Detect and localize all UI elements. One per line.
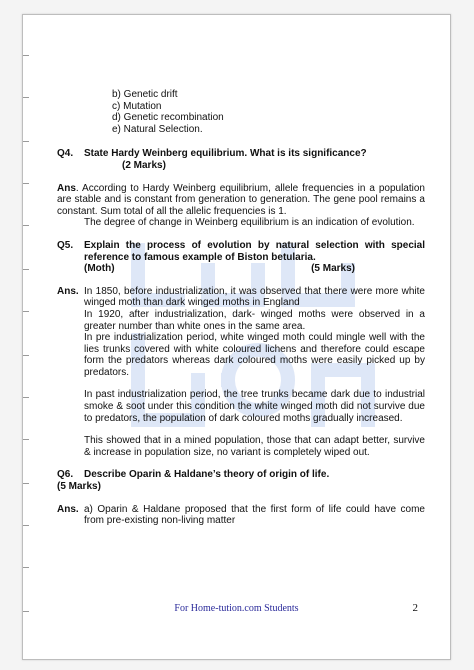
option-item: e) Natural Selection. — [112, 123, 203, 135]
question-subtext: (Moth) — [84, 263, 115, 275]
question-label: Q4. — [57, 148, 74, 160]
option-item: c) Mutation — [112, 100, 162, 112]
question-q4 — [57, 148, 425, 171]
question-label: Q5. — [57, 239, 74, 251]
question-text: Describe Oparin & Haldane’s theory of origin of life. — [84, 469, 330, 481]
option-item: b) Genetic drift — [112, 89, 178, 100]
answer-label: Ans. — [57, 503, 79, 515]
question-marks: (5 Marks) — [57, 481, 101, 493]
answer-paragraph: In 1920, after industrialization, dark- winged moths were observed in a greater number than white ones in the same area. — [84, 308, 425, 332]
answer-paragraph: The degree of change in Weinberg equilibrium is an indication of evolution. — [84, 217, 415, 229]
option-list — [112, 89, 425, 135]
document-page — [22, 14, 451, 660]
question-q5 — [57, 240, 425, 275]
question-label: Q6. — [57, 469, 74, 481]
answer-paragraph: In 1850, before industrialization, it was observed that there were more white winged moth than dark winged moths in England — [84, 285, 425, 309]
answer-q5 — [57, 286, 425, 459]
answer-paragraph: In pre industrialization period, white winged moth could mingle well with the lies trunks covered with white coloured lichens and therefore could escape form the predators whereas dark coloured moths were easily picked up by predators. — [84, 332, 425, 378]
footer-link[interactable]: For Home-tution.com Students — [174, 603, 299, 614]
document-content — [57, 89, 425, 527]
answer-q4 — [57, 183, 425, 229]
question-marks: (2 Marks) — [122, 159, 166, 171]
answer-label: Ans — [57, 182, 76, 194]
answer-paragraph: This showed that in a mined population, those that can adapt better, survive & increase in population size, no variant is completely wiped out. — [84, 435, 425, 458]
question-marks: (5 Marks) — [311, 263, 355, 275]
question-text: State Hardy Weinberg equilibrium. What is its significance? — [84, 148, 367, 160]
question-text: Explain the process of evolution by natural selection with special reference to famous example of Biston betularia. — [84, 239, 425, 263]
answer-paragraph: . According to Hardy Weinberg equilibrium, allele frequencies in a population are stable and is constant from generation to generation. The gene pool remains a constant. Sum total of all the allelic frequencies is 1. — [57, 182, 425, 217]
page-number: 2 — [412, 602, 418, 614]
answer-paragraph: a) Oparin & Haldane proposed that the first form of life could have come from pre-existing non-living matter — [84, 503, 425, 527]
answer-q6 — [57, 504, 425, 527]
question-q6 — [57, 469, 425, 481]
page-edge-ruler — [23, 15, 31, 659]
option-item: d) Genetic recombination — [112, 112, 224, 124]
answer-label: Ans. — [57, 285, 79, 297]
answer-paragraph: In past industrialization period, the tree trunks became dark due to industrial smoke & soot under this condition the white winged moth did not survive due to predators, the population of dark coloured moths gradually increased. — [84, 389, 425, 424]
